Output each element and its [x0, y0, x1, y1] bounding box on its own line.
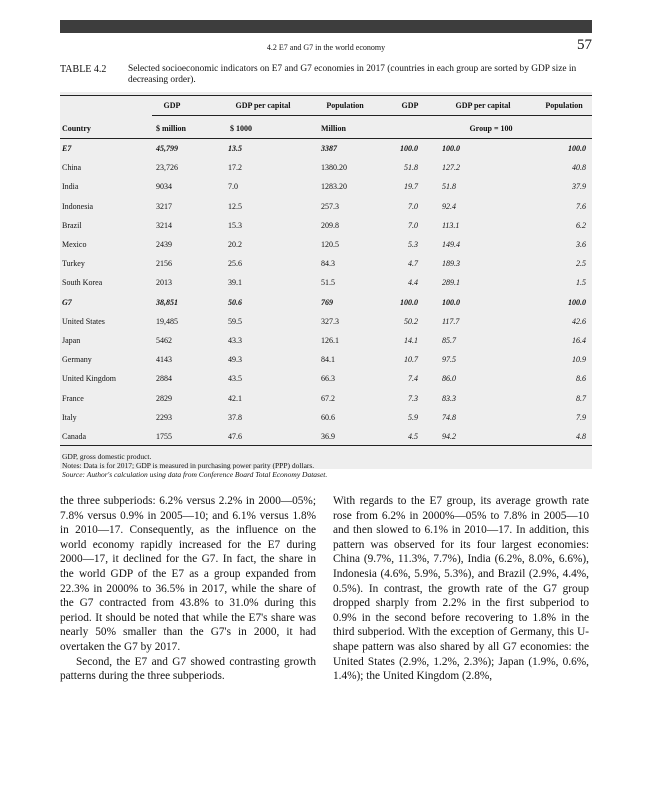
- cell-population-index: 6.2: [576, 220, 586, 230]
- cell-population: 3387: [321, 144, 337, 153]
- cell-gdp-index: 14.1: [404, 336, 418, 345]
- cell-population: 1380.20: [321, 163, 347, 173]
- cell-population: 36.9: [321, 432, 335, 441]
- cell-gdp-per-capita: 25.6: [228, 259, 242, 269]
- cell-population: 67.2: [321, 393, 335, 403]
- cell-gdp-index: 4.5: [408, 432, 418, 441]
- cell-gdp: 38,851: [156, 297, 178, 307]
- cell-gdp-index: 4.7: [408, 259, 418, 269]
- cell-population: 66.3: [321, 374, 335, 384]
- cell-gdp-index: 100.0: [400, 297, 418, 307]
- cell-population: 327.3: [321, 316, 339, 326]
- cell-gdp-per-capita: 37.8: [228, 412, 242, 422]
- cell-country: India: [62, 182, 79, 192]
- table-top-rule: [60, 95, 592, 96]
- cell-country: Brazil: [62, 220, 82, 230]
- cell-gdp-per-capita-index: 97.5: [442, 355, 456, 365]
- cell-gdp-index: 10.7: [404, 355, 418, 365]
- header-gdp-per-capita-index: GDP per capital: [455, 101, 511, 110]
- cell-gdp-per-capita-index: 94.2: [442, 432, 456, 441]
- header-population-unit: Million: [321, 124, 346, 133]
- cell-population-index: 7.9: [576, 412, 586, 422]
- cell-population-index: 1.5: [576, 278, 586, 288]
- cell-gdp-per-capita-index: 149.4: [442, 240, 460, 249]
- cell-gdp: 45,799: [156, 144, 178, 153]
- cell-gdp-per-capita: 15.3: [228, 220, 242, 230]
- table-note-abbrev: GDP, gross domestic product.: [62, 452, 152, 461]
- cell-gdp-index: 100.0: [400, 144, 418, 153]
- table-note-data: Notes: Data is for 2017; GDP is measured in purchasing power parity (PPP) dollars.: [62, 461, 315, 470]
- cell-population-index: 42.6: [572, 316, 586, 326]
- cell-population: 60.6: [321, 412, 335, 422]
- cell-country: E7: [62, 144, 72, 153]
- cell-country: Canada: [62, 432, 86, 441]
- cell-gdp: 2156: [156, 259, 172, 269]
- cell-gdp-per-capita: 50.6: [228, 297, 242, 307]
- cell-gdp: 2439: [156, 240, 172, 249]
- cell-population-index: 16.4: [572, 336, 586, 345]
- caption-text: Selected socioeconomic indicators on E7 and G7 economies in 2017 (countries in each group are sorted by GDP size in decreasing order).: [128, 64, 577, 85]
- cell-population: 126.1: [321, 336, 339, 345]
- cell-gdp-per-capita: 43.5: [228, 374, 242, 384]
- cell-population: 84.1: [321, 355, 335, 365]
- cell-country: United Kingdom: [62, 374, 116, 384]
- header-gdp-per-capita: GDP per capital: [235, 101, 291, 110]
- cell-population-index: 8.6: [576, 374, 586, 384]
- cell-country: Turkey: [62, 259, 85, 269]
- cell-gdp-per-capita: 17.2: [228, 163, 242, 173]
- cell-gdp-per-capita-index: 289.1: [442, 278, 460, 288]
- cell-gdp-index: 7.0: [408, 220, 418, 230]
- table-caption: [60, 64, 592, 86]
- page-number: 57: [577, 37, 592, 53]
- cell-population-index: 4.8: [576, 432, 586, 441]
- cell-gdp: 3214: [156, 220, 172, 230]
- cell-gdp-per-capita: 7.0: [228, 182, 238, 192]
- cell-country: Germany: [62, 355, 92, 365]
- cell-gdp: 4143: [156, 355, 172, 365]
- header-group-label: Group = 100: [469, 124, 513, 133]
- cell-gdp: 1755: [156, 432, 172, 441]
- cell-country: Japan: [62, 336, 81, 345]
- cell-gdp-per-capita-index: 86.0: [442, 374, 456, 384]
- cell-gdp-per-capita: 39.1: [228, 278, 242, 288]
- cell-population-index: 100.0: [568, 297, 586, 307]
- cell-gdp-per-capita-index: 117.7: [442, 316, 460, 326]
- header-gdp-unit: $ million: [156, 124, 187, 133]
- cell-gdp-index: 7.0: [408, 201, 418, 211]
- body-paragraph: With regards to the E7 group, its average growth rate rose from 6.2% in 2000%—05% to 7.8% in 2005—10 and then slowed to 6.1% in 2010—17. In addition, this pattern was observed for its four largest economies: China (9.7%, 11.3%, 7.7%), India (6.2%, 8.0%, 6.6%), Indonesia (4.6%, 5.9%, 5.3%), and Brazil (2.9%, 4.4%, 0.5%). In contrast, the growth rate of the G7 group dropped sharply from 2.2% in the first subperiod to 0.9% in the second before recovering to 1.8% in the third subperiod. With the exception of Germany, this U-shape pattern was also shared by all G7 economies: the United States (2.9%, 1.2%, 2.3%); Japan (1.9%, 0.6%, 1.4%); the United Kingdom (2.8%,: [333, 495, 589, 683]
- cell-gdp-per-capita: 49.3: [228, 355, 242, 365]
- running-head: [60, 37, 592, 57]
- cell-population-index: 10.9: [572, 355, 586, 365]
- table-bottom-rule: [60, 445, 592, 446]
- cell-gdp-per-capita-index: 83.3: [442, 393, 456, 403]
- cell-gdp-per-capita: 20.2: [228, 240, 242, 249]
- data-table: [60, 92, 592, 479]
- cell-population-index: 100.0: [568, 144, 586, 153]
- cell-gdp: 2829: [156, 393, 172, 403]
- cell-gdp: 2293: [156, 412, 172, 422]
- cell-country: Indonesia: [62, 201, 94, 211]
- header-population-index: Population: [545, 101, 583, 110]
- cell-gdp-per-capita: 43.3: [228, 336, 242, 345]
- body-paragraph: the three subperiods: 6.2% versus 2.2% in 2000—05%; 7.8% versus 0.9% in 2005—10; and 6.1% versus 1.8% in 2010—17. Consequently, as the influence on the world economy rapidly increased for the E7 during 2000—17, it declined for the G7. In fact, the share in the world GDP of the E7 as a group expanded from 22.3% in 2000% to 36.5% in 2017, while the share of the G7 contracted from 43.8% to 31.0% during this period. It should be noted that while the E7's share was nearly 50% smaller than the G7's in 2000, it had overtaken the G7 by 2017.: [60, 495, 316, 653]
- cell-country: South Korea: [62, 278, 103, 288]
- cell-gdp-index: 51.8: [404, 163, 418, 173]
- cell-gdp-index: 7.4: [408, 374, 418, 384]
- cell-gdp: 23,726: [156, 163, 178, 173]
- cell-country: China: [62, 163, 82, 173]
- header-bar: [60, 20, 592, 33]
- cell-gdp-per-capita-index: 100.0: [442, 144, 460, 153]
- cell-gdp-per-capita-index: 85.7: [442, 336, 456, 345]
- cell-population: 769: [321, 297, 333, 307]
- cell-population: 209.8: [321, 220, 339, 230]
- cell-gdp-per-capita-index: 51.8: [442, 182, 456, 192]
- table-label: TABLE 4.2: [60, 64, 107, 75]
- cell-gdp: 2884: [156, 374, 172, 384]
- cell-country: G7: [62, 297, 72, 307]
- header-country: Country: [62, 124, 91, 133]
- cell-gdp-per-capita: 13.5: [228, 144, 242, 153]
- cell-gdp: 2013: [156, 278, 172, 288]
- cell-population-index: 8.7: [576, 393, 586, 403]
- header-gdppc-unit: $ 1000: [230, 124, 252, 133]
- cell-population: 84.3: [321, 259, 335, 269]
- cell-gdp-index: 50.2: [404, 316, 418, 326]
- cell-gdp-index: 7.3: [408, 393, 418, 403]
- cell-gdp-per-capita-index: 74.8: [442, 412, 456, 422]
- cell-country: France: [62, 393, 84, 403]
- cell-gdp-per-capita: 47.6: [228, 432, 242, 441]
- cell-gdp: 9034: [156, 182, 172, 192]
- cell-gdp-per-capita: 59.5: [228, 316, 242, 326]
- header-gdp-index: GDP: [401, 101, 419, 110]
- cell-population: 1283.20: [321, 182, 347, 192]
- cell-gdp-index: 5.9: [408, 412, 418, 422]
- header-population: Population: [326, 101, 364, 110]
- cell-population: 51.5: [321, 278, 335, 288]
- cell-population: 120.5: [321, 240, 339, 249]
- header-mid-rule: [152, 115, 592, 116]
- cell-country: Italy: [62, 412, 77, 422]
- cell-gdp-index: 5.3: [408, 240, 418, 249]
- cell-gdp-per-capita-index: 100.0: [442, 297, 460, 307]
- cell-gdp-per-capita: 42.1: [228, 393, 242, 403]
- cell-gdp-index: 19.7: [404, 182, 418, 192]
- cell-population: 257.3: [321, 201, 339, 211]
- cell-gdp-per-capita-index: 189.3: [442, 259, 460, 269]
- body-column-right: [333, 494, 589, 684]
- body-paragraph: Second, the E7 and G7 showed contrasting growth patterns during the three subperiods.: [60, 655, 316, 683]
- cell-gdp: 19,485: [156, 316, 178, 326]
- cell-gdp: 5462: [156, 336, 172, 345]
- cell-gdp-per-capita: 12.5: [228, 201, 242, 211]
- cell-gdp: 3217: [156, 201, 172, 211]
- cell-country: Mexico: [62, 240, 87, 249]
- cell-gdp-per-capita-index: 92.4: [442, 201, 456, 211]
- running-title: 4.2 E7 and G7 in the world economy: [266, 43, 386, 52]
- header-gdp: GDP: [163, 101, 181, 110]
- cell-gdp-per-capita-index: 113.1: [442, 220, 460, 230]
- header-bottom-rule: [60, 138, 592, 139]
- cell-country: United States: [62, 316, 105, 326]
- cell-population-index: 37.9: [572, 182, 586, 192]
- cell-population-index: 3.6: [576, 240, 586, 249]
- body-column-left: [60, 494, 316, 684]
- cell-population-index: 2.5: [576, 259, 586, 269]
- cell-gdp-per-capita-index: 127.2: [442, 163, 460, 173]
- cell-population-index: 7.6: [576, 201, 586, 211]
- table-note-source: Source: Author's calculation using data from Conference Board Total Economy Dataset.: [62, 470, 328, 479]
- cell-gdp-index: 4.4: [408, 278, 418, 288]
- cell-population-index: 40.8: [572, 163, 586, 173]
